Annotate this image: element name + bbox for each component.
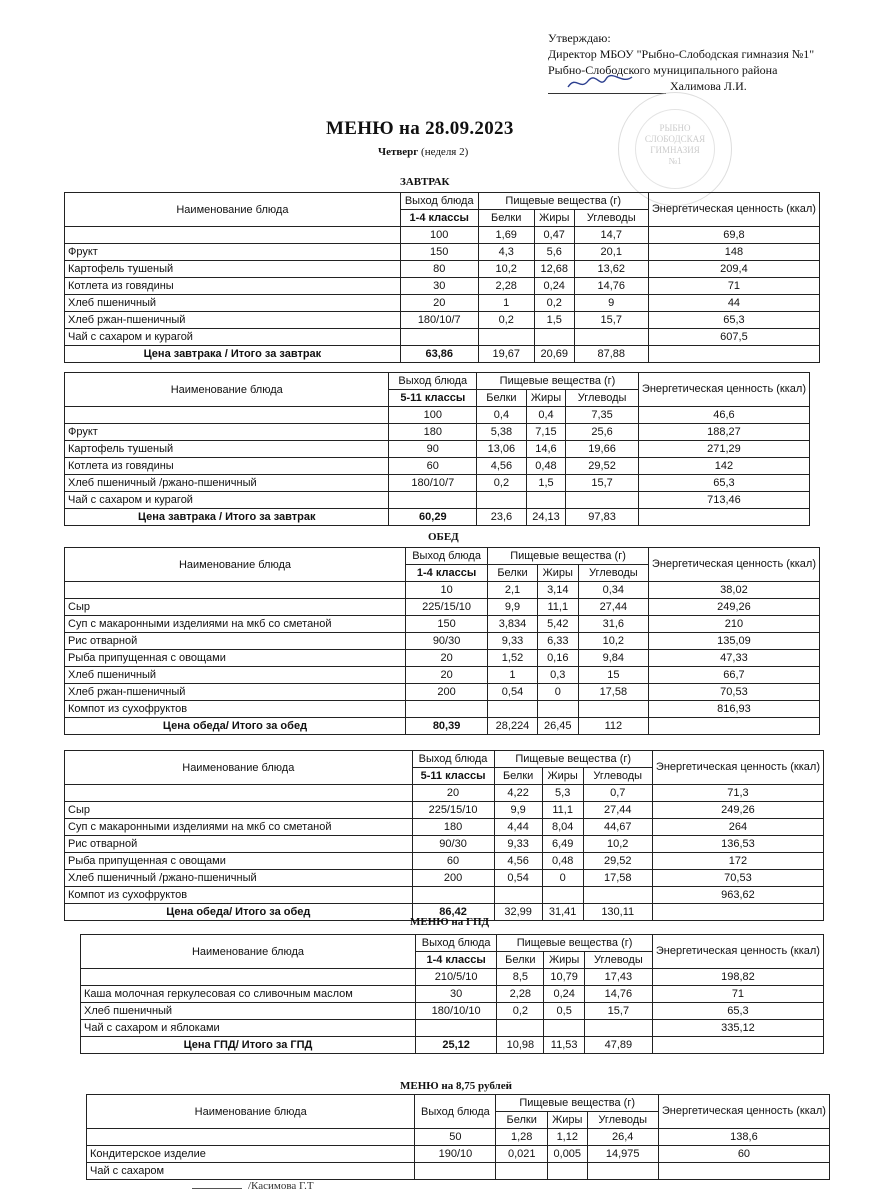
- gpd-table: [80, 934, 824, 1054]
- approval-line-2: Директор МБОУ "Рыбно-Слободская гимназия №1": [548, 47, 815, 61]
- director-signature: [548, 81, 666, 94]
- table-row: 10 2,1 3,14 0,34 38,02: [65, 582, 820, 599]
- col-protein-header: Белки: [494, 768, 542, 785]
- total-row: Цена обеда/ Итого за обед 86,42 32,99 31,41 130,11: [65, 904, 824, 921]
- col-protein-header: Белки: [477, 390, 527, 407]
- table-row: 100 0,4 0,4 7,35 46,6: [65, 407, 810, 424]
- footer-signer: /Касимова Г.Т: [248, 1180, 314, 1192]
- col-energy-header: Энергетическая ценность (ккал): [648, 193, 819, 227]
- table-row: Хлеб пшеничный 20 1 0,3 15 66,7: [65, 667, 820, 684]
- table-row: 50 1,28 1,12 26,4 138,6: [87, 1129, 830, 1146]
- table-row: Хлеб ржан-пшеничный 200 0,54 0 17,58 70,53: [65, 684, 820, 701]
- seal-stamp-icon: РЫБНО СЛОБОДСКАЯ ГИМНАЗИЯ №1: [618, 92, 732, 206]
- page-title: МЕНЮ на 28.09.2023: [326, 118, 514, 139]
- table-row: Хлеб пшеничный 180/10/10 0,2 0,5 15,7 65,3: [81, 1003, 824, 1020]
- table-row: Хлеб пшеничный /ржано-пшеничный 180/10/7 0,2 1,5 15,7 65,3: [65, 475, 810, 492]
- col-name-header: Наименование блюда: [87, 1095, 415, 1129]
- table-row: Чай с сахаром и яблоками 335,12: [81, 1020, 824, 1037]
- col-energy-header: Энергетическая ценность (ккал): [658, 1095, 829, 1129]
- table-row: Картофель тушеный 90 13,06 14,6 19,66 271,29: [65, 441, 810, 458]
- table-row: Суп с макаронными изделиями на мкб со сметаной 150 3,834 5,42 31,6 210: [65, 616, 820, 633]
- col-fat-header: Жиры: [526, 390, 566, 407]
- table-row: Кондитерское изделие 190/10 0,021 0,005 14,975 60: [87, 1146, 830, 1163]
- total-row: Цена завтрака / Итого за завтрак 60,29 23,6 24,13 97,83: [65, 509, 810, 526]
- table-row: Фрукт 180 5,38 7,15 25,6 188,27: [65, 424, 810, 441]
- col-carbs-header: Углеводы: [587, 1112, 658, 1129]
- col-fat-header: Жиры: [542, 768, 583, 785]
- col-yield-header: Выход блюда: [400, 193, 478, 210]
- col-protein-header: Белки: [478, 210, 534, 227]
- total-row: Цена завтрака / Итого за завтрак 63,86 19,67 20,69 87,88: [65, 346, 820, 363]
- col-carbs-header: Углеводы: [578, 565, 648, 582]
- col-name-header: Наименование блюда: [65, 751, 413, 785]
- grade-label: 1-4 классы: [405, 565, 487, 582]
- col-fat-header: Жиры: [537, 565, 578, 582]
- approval-line-3: Рыбно-Слободского муниципального района: [548, 63, 778, 77]
- lunch-table-5-11: [64, 750, 824, 921]
- col-nutrients-header: Пищевые вещества (г): [494, 751, 652, 768]
- col-name-header: Наименование блюда: [65, 193, 401, 227]
- grade-label: 5-11 классы: [412, 768, 494, 785]
- col-protein-header: Белки: [488, 565, 538, 582]
- col-nutrients-header: Пищевые вещества (г): [488, 548, 649, 565]
- col-carbs-header: Углеводы: [584, 952, 652, 969]
- col-nutrients-header: Пищевые вещества (г): [477, 373, 639, 390]
- col-name-header: Наименование блюда: [65, 548, 406, 582]
- col-energy-header: Энергетическая ценность (ккал): [652, 751, 823, 785]
- table-row: Рыба припущенная с овощами 20 1,52 0,16 9,84 47,33: [65, 650, 820, 667]
- table-row: Картофель тушеный 80 10,2 12,68 13,62 209,4: [65, 261, 820, 278]
- col-nutrients-header: Пищевые вещества (г): [497, 935, 653, 952]
- col-energy-header: Энергетическая ценность (ккал): [648, 548, 819, 582]
- table-row: 100 1,69 0,47 14,7 69,8: [65, 227, 820, 244]
- grade-label: 1-4 классы: [415, 952, 496, 969]
- col-name-header: Наименование блюда: [81, 935, 416, 969]
- col-carbs-header: Углеводы: [583, 768, 652, 785]
- approval-line-1: Утверждаю:: [548, 31, 611, 45]
- section-gpd: МЕНЮ на ГПД: [410, 916, 490, 928]
- table-row: Компот из сухофруктов 963,62: [65, 887, 824, 904]
- approval-block: [548, 30, 814, 94]
- col-yield-header: Выход блюда: [389, 373, 477, 390]
- footer-signature: [92, 1180, 314, 1192]
- col-nutrients-header: Пищевые вещества (г): [496, 1095, 658, 1112]
- table-row: Рыба припущенная с овощами 60 4,56 0,48 29,52 172: [65, 853, 824, 870]
- day-label: Четверг: [378, 146, 419, 158]
- col-carbs-header: Углеводы: [566, 390, 639, 407]
- table-row: Котлета из говядины 30 2,28 0,24 14,76 71: [65, 278, 820, 295]
- col-carbs-header: Углеводы: [574, 210, 648, 227]
- table-row: Суп с макаронными изделиями на мкб со сметаной 180 4,44 8,04 44,67 264: [65, 819, 824, 836]
- total-row: Цена ГПД/ Итого за ГПД 25,12 10,98 11,53 47,89: [81, 1037, 824, 1054]
- col-energy-header: Энергетическая ценность (ккал): [638, 373, 809, 407]
- col-protein-header: Белки: [497, 952, 544, 969]
- table-row: Каша молочная геркулесовая со сливочным маслом 30 2,28 0,24 14,76 71: [81, 986, 824, 1003]
- table-row: Компот из сухофруктов 816,93: [65, 701, 820, 718]
- grade-label: 5-11 классы: [389, 390, 477, 407]
- col-energy-header: Энергетическая ценность (ккал): [652, 935, 823, 969]
- table-row: 20 4,22 5,3 0,7 71,3: [65, 785, 824, 802]
- table-row: Хлеб пшеничный 20 1 0,2 9 44: [65, 295, 820, 312]
- col-yield-header: Выход блюда: [415, 1095, 496, 1129]
- lunch-table-1-4: [64, 547, 820, 735]
- col-yield-header: Выход блюда: [415, 935, 496, 952]
- section-budget: МЕНЮ на 8,75 рублей: [400, 1080, 512, 1092]
- table-row: Хлеб ржан-пшеничный 180/10/7 0,2 1,5 15,7 65,3: [65, 312, 820, 329]
- col-protein-header: Белки: [496, 1112, 548, 1129]
- table-row: 210/5/10 8,5 10,79 17,43 198,82: [81, 969, 824, 986]
- total-row: Цена обеда/ Итого за обед 80,39 28,224 26,45 112: [65, 718, 820, 735]
- table-row: Чай с сахаром и курагой 713,46: [65, 492, 810, 509]
- breakfast-table-5-11: [64, 372, 810, 526]
- table-row: Чай с сахаром: [87, 1163, 830, 1180]
- table-row: Котлета из говядины 60 4,56 0,48 29,52 142: [65, 458, 810, 475]
- table-row: Сыр 225/15/10 9,9 11,1 27,44 249,26: [65, 599, 820, 616]
- table-row: Рис отварной 90/30 9,33 6,49 10,2 136,53: [65, 836, 824, 853]
- col-fat-header: Жиры: [547, 1112, 587, 1129]
- col-fat-header: Жиры: [534, 210, 574, 227]
- signature-icon: [566, 73, 636, 93]
- col-name-header: Наименование блюда: [65, 373, 389, 407]
- table-row: Хлеб пшеничный /ржано-пшеничный 200 0,54 0 17,58 70,53: [65, 870, 824, 887]
- col-yield-header: Выход блюда: [405, 548, 487, 565]
- col-yield-header: Выход блюда: [412, 751, 494, 768]
- col-nutrients-header: Пищевые вещества (г): [478, 193, 648, 210]
- table-row: Чай с сахаром и курагой 607,5: [65, 329, 820, 346]
- director-name: Халимова Л.И.: [670, 79, 747, 93]
- table-row: Сыр 225/15/10 9,9 11,1 27,44 249,26: [65, 802, 824, 819]
- breakfast-table-1-4: [64, 192, 820, 363]
- col-fat-header: Жиры: [544, 952, 584, 969]
- budget-table: [86, 1094, 830, 1180]
- table-row: Рис отварной 90/30 9,33 6,33 10,2 135,09: [65, 633, 820, 650]
- signature-icon: [192, 1188, 242, 1189]
- page-subtitle: [378, 146, 468, 158]
- section-lunch: ОБЕД: [428, 531, 459, 543]
- grade-label: 1-4 классы: [400, 210, 478, 227]
- week-label: (неделя 2): [421, 146, 469, 158]
- table-row: Фрукт 150 4,3 5,6 20,1 148: [65, 244, 820, 261]
- section-breakfast: ЗАВТРАК: [400, 176, 450, 188]
